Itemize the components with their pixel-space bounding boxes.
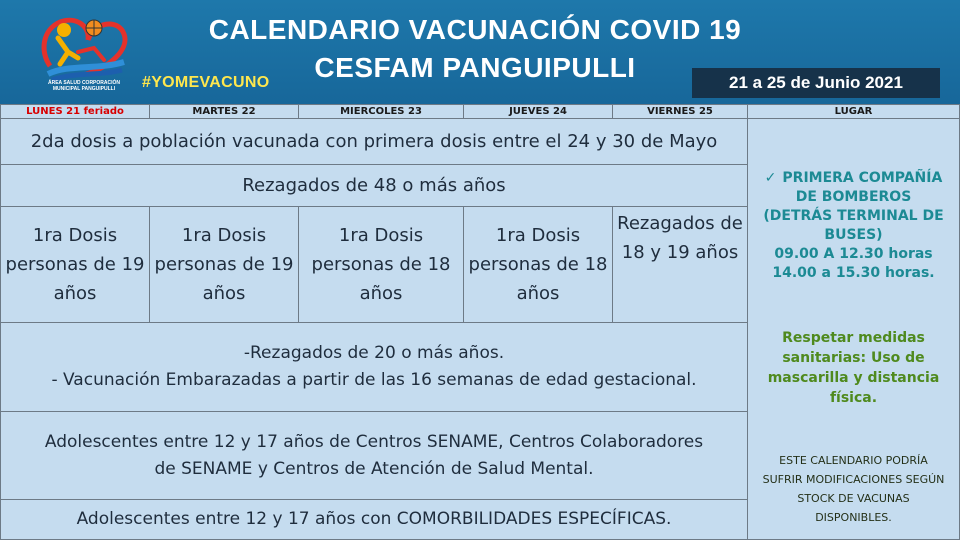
place-line4: BUSES): [824, 227, 883, 243]
note-line2: SUFRIR MODIFICACIONES SEGÚN: [762, 473, 945, 486]
measures-line4: física.: [829, 390, 878, 406]
note-line4: DISPONIBLES.: [815, 511, 892, 524]
schedule-row-rezagados-20-embarazadas: [0, 322, 748, 412]
schedule-cell-tuesday-19: 1ra Dosis personas de 19 años: [0, 206, 150, 323]
hashtag: #YOMEVACUNO: [142, 74, 270, 91]
column-header-lugar: LUGAR: [747, 104, 960, 119]
schedule-row-rezagados-48: Rezagados de 48 o más años: [0, 164, 748, 207]
schedule-cell-tuesday-19-b: 1ra Dosis personas de 19 años: [149, 206, 299, 323]
date-range-badge: 21 a 25 de Junio 2021: [692, 68, 940, 98]
place-line3: (DETRÁS TERMINAL DE: [763, 208, 944, 224]
column-header-thursday: JUEVES 24: [463, 104, 613, 119]
header-banner: [0, 0, 960, 104]
note-line1: ESTE CALENDARIO PODRÍA: [779, 454, 928, 467]
schedule-row-second-dose: 2da dosis a población vacunada con primera dosis entre el 24 y 30 de Mayo: [0, 118, 748, 165]
schedule-disclaimer: [748, 451, 959, 527]
measures-line1: Respetar medidas: [782, 330, 925, 346]
schedule-row-adolescentes-sename: [0, 411, 748, 500]
hours-afternoon: 14.00 a 15.30 horas.: [772, 265, 935, 281]
schedule-cell-wednesday-18: 1ra Dosis personas de 18 años: [298, 206, 464, 323]
embarazadas-line: - Vacunación Embarazadas a partir de las 16 semanas de edad gestacional.: [51, 370, 697, 390]
page-title: CALENDARIO VACUNACIÓN COVID 19: [208, 14, 742, 45]
adolescentes-sename-line1: Adolescentes entre 12 y 17 años de Centros SENAME, Centros Colaboradores: [44, 431, 704, 452]
hours-morning: 09.00 A 12.30 horas: [774, 246, 933, 262]
logo-caption: ÁREA SALUD CORPORACIÓN MUNICIPAL PANGUIPULLI: [47, 80, 121, 92]
column-header-friday: VIERNES 25: [612, 104, 748, 119]
column-header-wednesday: MIERCOLES 23: [298, 104, 464, 119]
schedule-row-adolescentes-comorbilidades: Adolescentes entre 12 y 17 años con COMORBILIDADES ESPECÍFICAS.: [0, 499, 748, 540]
vaccination-place: [748, 169, 959, 283]
adolescentes-sename-line2: de SENAME y Centros de Atención de Salud Mental.: [154, 458, 594, 479]
place-line2: DE BOMBEROS: [795, 189, 912, 205]
rezagados-20-line: -Rezagados de 20 o más años.: [243, 343, 505, 363]
column-header-tuesday: MARTES 22: [149, 104, 299, 119]
measures-line2: sanitarias: Uso de: [782, 350, 925, 366]
schedule-cell-thursday-18: 1ra Dosis personas de 18 años: [463, 206, 613, 323]
sanitary-measures: [748, 328, 959, 408]
lugar-cell: [747, 118, 960, 540]
page-subtitle: CESFAM PANGUIPULLI: [314, 52, 636, 83]
vaccination-schedule-table: [0, 104, 960, 540]
note-line3: STOCK DE VACUNAS: [797, 492, 910, 505]
column-header-monday: LUNES 21 feriado: [0, 104, 150, 119]
place-line1: PRIMERA COMPAÑÍA: [782, 170, 943, 186]
schedule-cell-friday-rezagados: Rezagados de 18 y 19 años: [612, 206, 748, 323]
measures-line3: mascarilla y distancia: [767, 370, 940, 386]
check-icon: ✓: [764, 170, 777, 186]
